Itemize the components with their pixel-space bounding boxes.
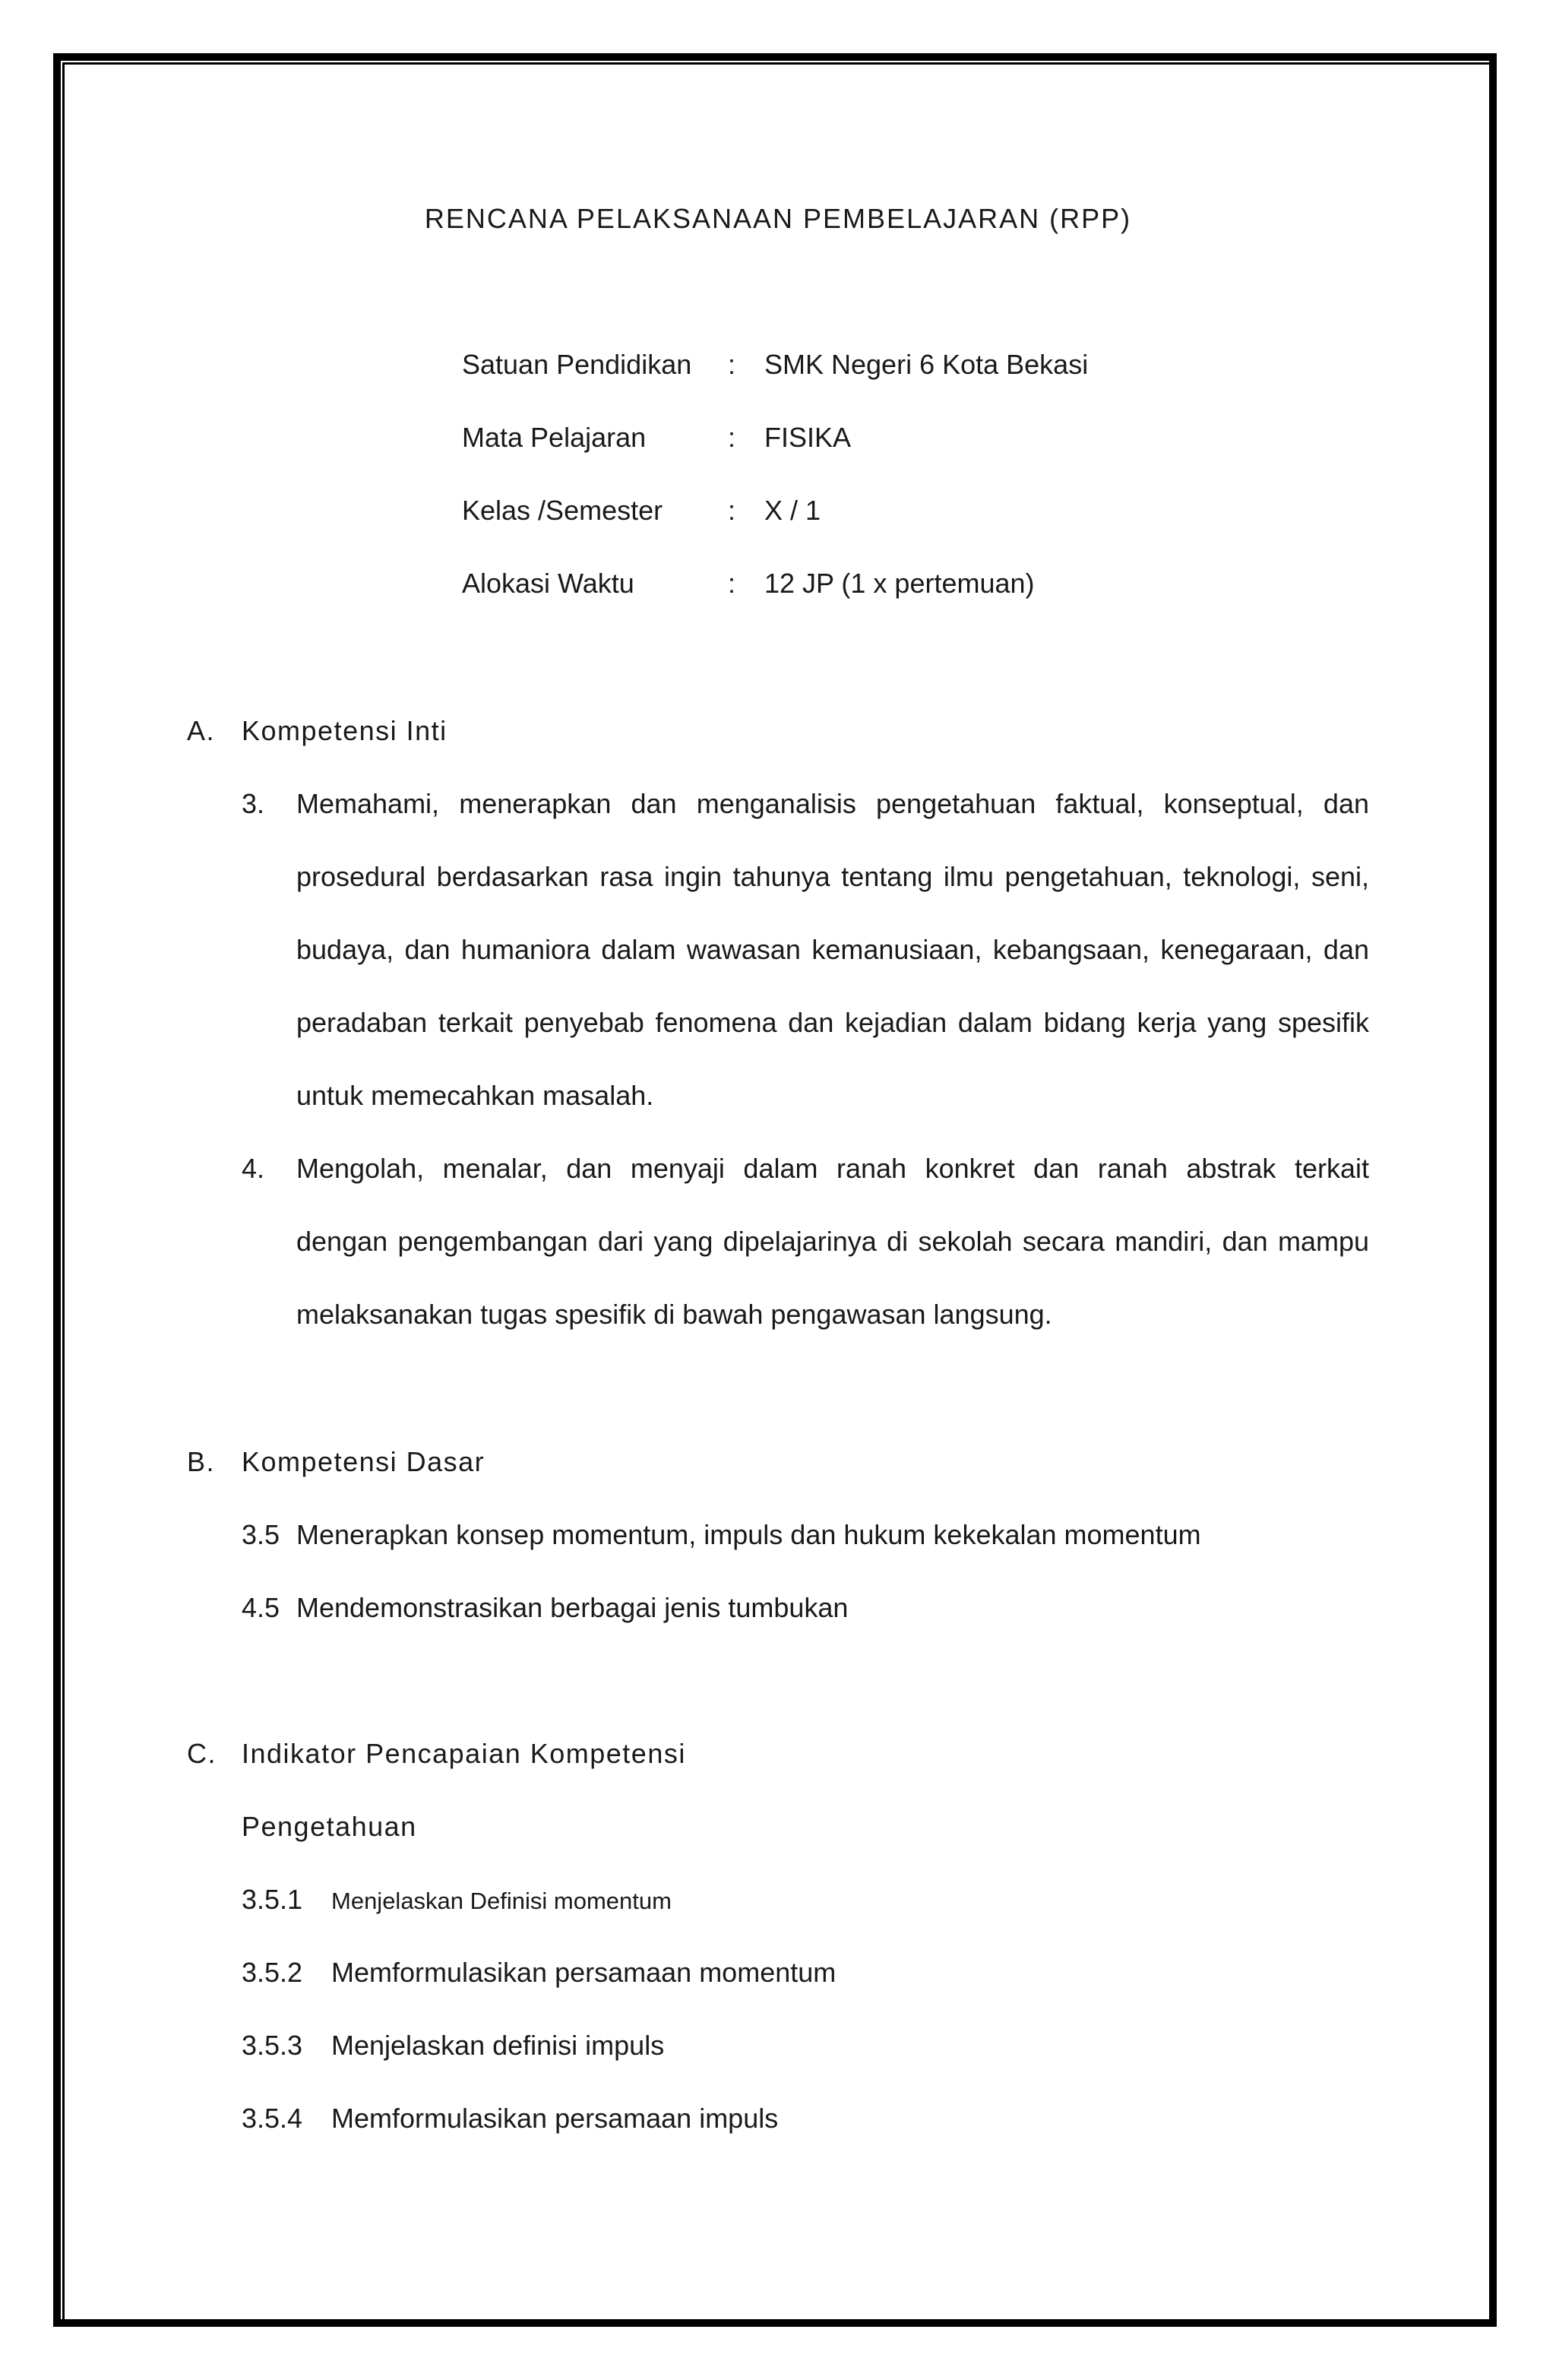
indicator-number: 3.5.4 <box>242 2103 303 2134</box>
section-a-letter: A. <box>187 715 216 746</box>
ki-item-line: untuk memecahkan masalah. <box>296 1080 654 1111</box>
ki-item-line: peradaban terkait penyebab fenomena dan kejadian dalam bidang kerja yang spesifik <box>296 1007 1369 1038</box>
ki-item-number: 3. <box>242 788 265 819</box>
section-b-title: Kompetensi Dasar <box>242 1446 485 1477</box>
section-a-title: Kompetensi Inti <box>242 715 448 746</box>
ki-item-number: 4. <box>242 1153 265 1184</box>
ki-item-line: prosedural berdasarkan rasa ingin tahunya tentang ilmu pengetahuan, teknologi, seni, <box>296 861 1369 892</box>
identity-label: Satuan Pendidikan <box>462 349 692 380</box>
identity-value: 12 JP (1 x pertemuan) <box>764 568 1035 599</box>
indicator-text: Menjelaskan definisi impuls <box>331 2030 665 2061</box>
kd-item-text: Mendemonstrasikan berbagai jenis tumbukan <box>296 1592 849 1623</box>
identity-label: Kelas /Semester <box>462 495 663 526</box>
kd-item-number: 3.5 <box>242 1519 280 1550</box>
indicator-number: 3.5.1 <box>242 1884 303 1915</box>
section-c-subtitle: Pengetahuan <box>242 1811 417 1842</box>
section-c-letter: C. <box>187 1738 217 1769</box>
kd-item-number: 4.5 <box>242 1592 280 1623</box>
indicator-text: Memformulasikan persamaan impuls <box>331 2103 779 2134</box>
identity-value: X / 1 <box>764 495 821 526</box>
identity-value: SMK Negeri 6 Kota Bekasi <box>764 349 1089 380</box>
document-title: RENCANA PELAKSANAAN PEMBELAJARAN (RPP) <box>424 203 1132 234</box>
identity-label: Mata Pelajaran <box>462 422 647 453</box>
indicator-number: 3.5.2 <box>242 1957 303 1988</box>
ki-item-line: Mengolah, menalar, dan menyaji dalam ranah konkret dan ranah abstrak terkait <box>296 1153 1369 1184</box>
indicator-text: Memformulasikan persamaan momentum <box>331 1957 837 1988</box>
section-c-title: Indikator Pencapaian Kompetensi <box>242 1738 686 1769</box>
identity-value: FISIKA <box>764 422 852 453</box>
indicator-text: Menjelaskan Definisi momentum <box>331 1888 672 1914</box>
identity-colon: : <box>728 568 736 599</box>
identity-colon: : <box>728 422 736 453</box>
section-b-letter: B. <box>187 1446 216 1477</box>
ki-item-line: budaya, dan humaniora dalam wawasan kemanusiaan, kebangsaan, kenegaraan, dan <box>296 934 1369 965</box>
ki-item-line: melaksanakan tugas spesifik di bawah pengawasan langsung. <box>296 1299 1052 1330</box>
identity-colon: : <box>728 349 736 380</box>
kd-item-text: Menerapkan konsep momentum, impuls dan hukum kekekalan momentum <box>296 1519 1201 1550</box>
ki-item-line: Memahami, menerapkan dan menganalisis pengetahuan faktual, konseptual, dan <box>296 788 1369 819</box>
ki-item-line: dengan pengembangan dari yang dipelajarinya di sekolah secara mandiri, dan mampu <box>296 1226 1369 1257</box>
identity-label: Alokasi Waktu <box>462 568 634 599</box>
identity-colon: : <box>728 495 736 526</box>
indicator-number: 3.5.3 <box>242 2030 303 2061</box>
